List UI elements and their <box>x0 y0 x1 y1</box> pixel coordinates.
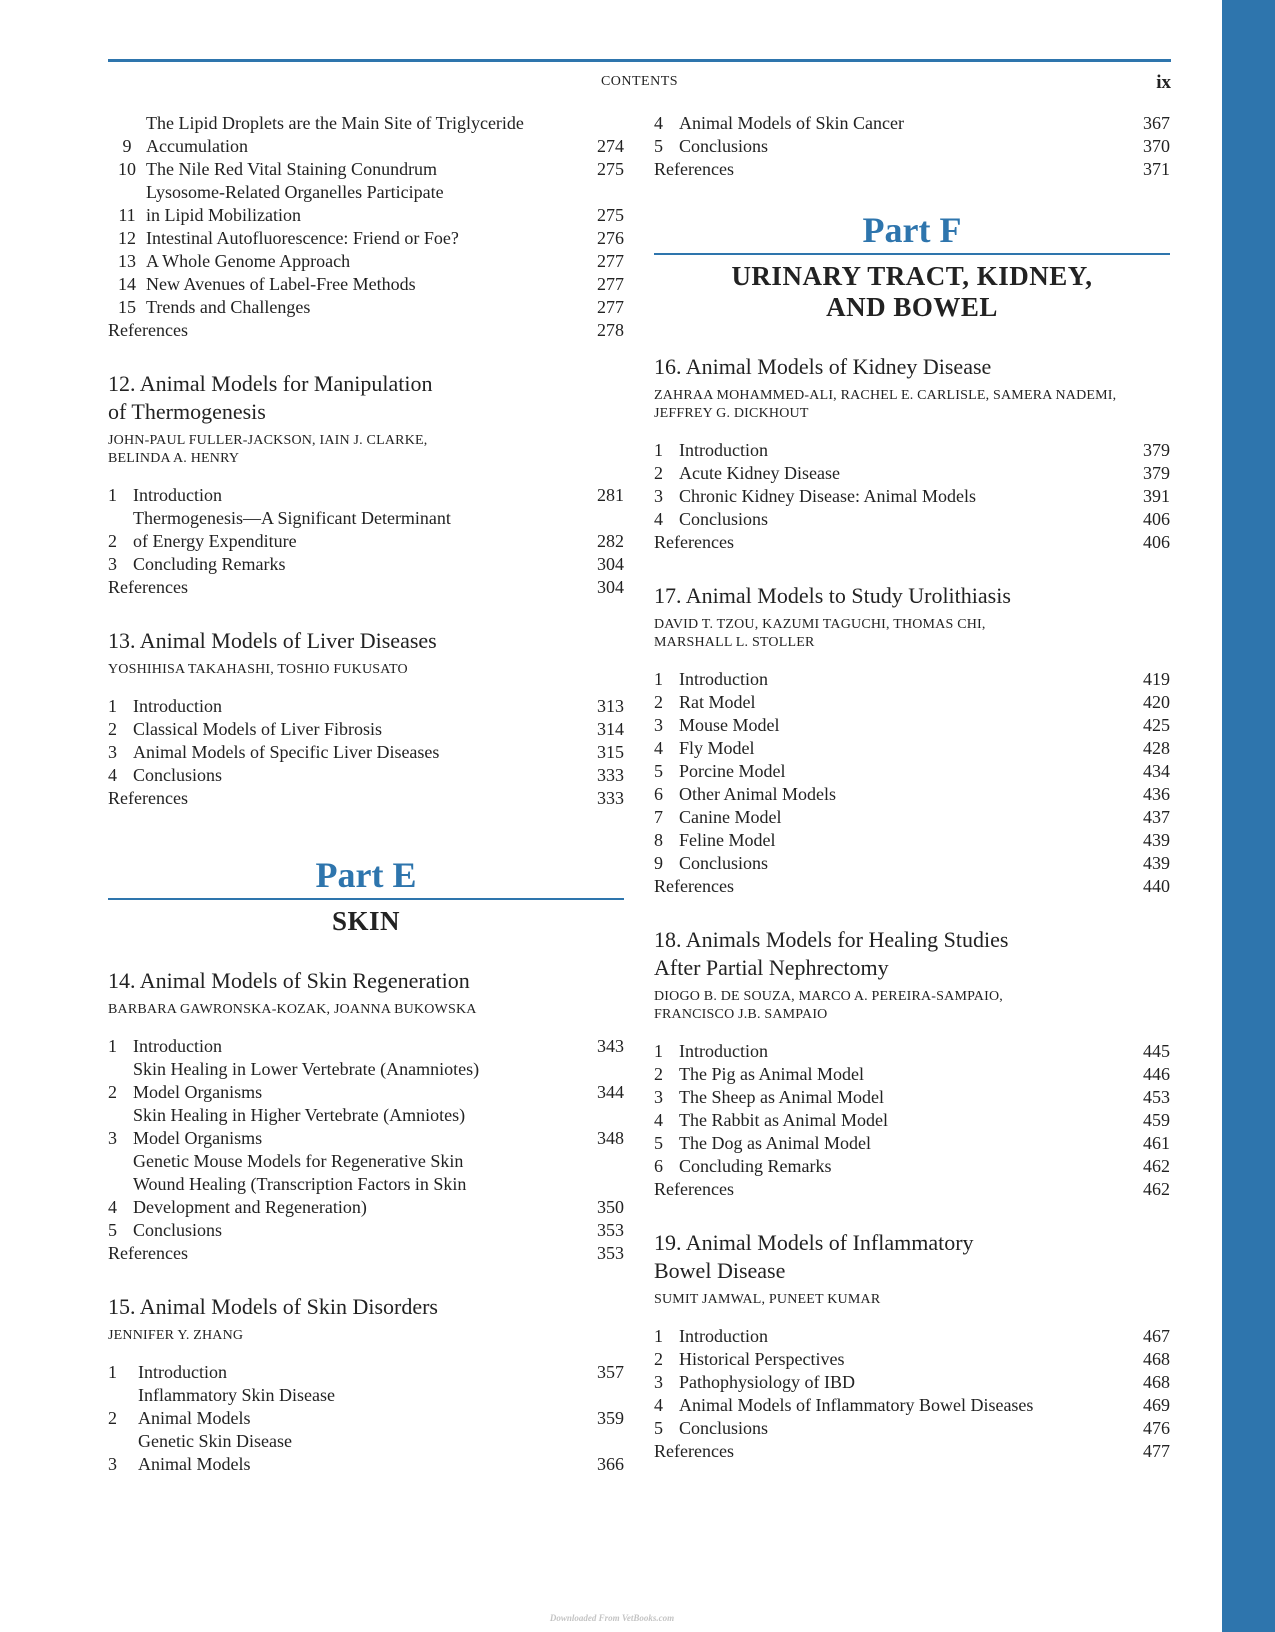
entry-number: 10 <box>118 159 136 179</box>
page-edge-band <box>1222 0 1275 1632</box>
chapter-15 <box>108 1293 624 1476</box>
chapter-authors: JENNIFER Y. ZHANG <box>108 1328 244 1343</box>
chapter-13 <box>108 627 624 810</box>
entry-title: Intestinal Autofluorescence: Friend or Foe? <box>146 228 459 248</box>
toc-entry <box>108 158 624 181</box>
entry-title: Conclusions <box>679 853 769 873</box>
entry-title: Concluding Remarks <box>133 554 286 574</box>
entry-title: Inflammatory Skin Disease Animal Models <box>138 1385 335 1428</box>
chapter-title: 18. Animals Models for Healing Studies After Partial Nephrectomy <box>654 927 1009 980</box>
entry-page: 315 <box>597 742 624 762</box>
entry-page: 333 <box>597 765 624 785</box>
entry-number: 9 <box>122 136 132 156</box>
toc-entries <box>108 695 624 810</box>
entry-number: 1 <box>108 696 117 716</box>
toc-entry <box>108 1058 624 1104</box>
entry-page: 439 <box>1143 830 1170 850</box>
toc-entry <box>654 1063 1170 1086</box>
entry-number: 13 <box>118 251 136 271</box>
entry-number: 7 <box>654 807 663 827</box>
entry-title: Lysosome-Related Organelles Participate in Lipid Mobilization <box>146 182 444 225</box>
entry-title: Introduction <box>133 485 222 505</box>
entry-title: Animal Models of Inflammatory Bowel Diseases <box>679 1395 1034 1415</box>
entry-page: 344 <box>597 1082 624 1102</box>
chapter-title: 17. Animal Models to Study Urolithiasis <box>654 583 1011 608</box>
references-entry <box>654 875 1170 898</box>
entry-page: 391 <box>1143 486 1170 506</box>
entry-page: 277 <box>597 274 624 294</box>
entry-number: 3 <box>108 1454 117 1474</box>
entry-title: Introduction <box>133 1036 222 1056</box>
entry-number: 4 <box>654 738 663 758</box>
entry-page: 406 <box>1143 532 1170 552</box>
entry-page: 462 <box>1143 1179 1170 1199</box>
chapter-17 <box>654 582 1170 898</box>
entry-title: References <box>654 876 734 896</box>
entry-page: 274 <box>597 136 624 156</box>
references-entry <box>654 1440 1170 1463</box>
entry-title: Skin Healing in Lower Vertebrate (Anamniotes) Model Organisms <box>133 1059 480 1102</box>
entry-number: 6 <box>654 1156 663 1176</box>
entry-title: Mouse Model <box>679 715 780 735</box>
toc-entry <box>108 553 624 576</box>
entry-title: References <box>654 1179 734 1199</box>
entry-page: 366 <box>597 1454 624 1474</box>
entry-page: 468 <box>1143 1372 1170 1392</box>
toc-entries <box>108 1361 624 1476</box>
toc-entry <box>108 1219 624 1242</box>
entry-page: 461 <box>1143 1133 1170 1153</box>
entry-page: 440 <box>1143 876 1170 896</box>
entry-page: 357 <box>597 1362 624 1382</box>
entry-title: Introduction <box>133 696 222 716</box>
entry-number: 2 <box>108 1408 117 1428</box>
entry-title: Classical Models of Liver Fibrosis <box>133 719 382 739</box>
entry-title: References <box>108 788 188 808</box>
toc-entry <box>108 1035 624 1058</box>
entry-title: Animal Models of Specific Liver Diseases <box>133 742 440 762</box>
toc-entry <box>108 764 624 787</box>
entry-number: 6 <box>654 784 663 804</box>
toc-entry <box>654 783 1170 806</box>
running-title: CONTENTS <box>600 74 679 89</box>
entry-title: Genetic Skin Disease Animal Models <box>138 1431 292 1474</box>
entry-page: 462 <box>1143 1156 1170 1176</box>
entry-title: Other Animal Models <box>679 784 836 804</box>
entry-number: 4 <box>654 1395 663 1415</box>
entry-page: 371 <box>1143 159 1170 179</box>
toc-entries <box>108 484 624 599</box>
toc-entry <box>108 507 624 553</box>
toc-entry <box>654 829 1170 852</box>
entry-page: 359 <box>597 1408 624 1428</box>
entry-number: 2 <box>654 463 663 483</box>
entry-number: 8 <box>654 830 663 850</box>
entry-number: 5 <box>654 136 663 156</box>
entry-number: 2 <box>654 1064 663 1084</box>
toc-entry <box>654 1394 1170 1417</box>
chapter-title: 14. Animal Models of Skin Regeneration <box>108 968 470 993</box>
entry-number: 11 <box>118 205 136 225</box>
toc-entry <box>108 718 624 741</box>
entry-page: 434 <box>1143 761 1170 781</box>
entry-number: 3 <box>654 1087 663 1107</box>
entry-title: The Pig as Animal Model <box>679 1064 864 1084</box>
entry-number: 2 <box>108 1082 117 1102</box>
entry-title: Introduction <box>679 669 768 689</box>
toc-entry <box>108 181 624 227</box>
chapter-authors: ZAHRAA MOHAMMED-ALI, RACHEL E. CARLISLE, SAMERA NADEMI, JEFFREY G. DICKHOUT <box>654 388 1117 421</box>
entry-page: 276 <box>597 228 624 248</box>
entry-page: 343 <box>597 1036 624 1056</box>
entry-title: References <box>108 320 188 340</box>
toc-entry <box>654 760 1170 783</box>
entry-title: Conclusions <box>133 765 223 785</box>
toc-entry <box>108 1104 624 1150</box>
entry-number: 1 <box>654 1041 663 1061</box>
chapter-authors: BARBARA GAWRONSKA-KOZAK, JOANNA BUKOWSKA <box>108 1002 477 1017</box>
entry-title: Trends and Challenges <box>146 297 311 317</box>
chapter-12 <box>108 370 624 599</box>
references-entry <box>108 319 624 342</box>
toc-entry <box>654 1417 1170 1440</box>
entry-number: 3 <box>108 554 117 574</box>
entry-title: References <box>654 532 734 552</box>
entry-title: Introduction <box>679 1326 768 1346</box>
chapter-14 <box>108 967 624 1265</box>
entry-page: 419 <box>1143 669 1170 689</box>
chapter-continued-entries <box>108 112 624 342</box>
entry-number: 4 <box>108 765 117 785</box>
toc-entry <box>654 1371 1170 1394</box>
chapter-authors: DIOGO B. DE SOUZA, MARCO A. PEREIRA-SAMPAIO, FRANCISCO J.B. SAMPAIO <box>654 989 1003 1022</box>
chapter-title: 13. Animal Models of Liver Diseases <box>108 628 437 653</box>
entry-number: 3 <box>108 1128 117 1148</box>
entry-title: Conclusions <box>679 509 769 529</box>
part-title: SKIN <box>331 906 401 936</box>
entry-number: 4 <box>654 509 663 529</box>
toc-entry <box>654 1109 1170 1132</box>
entry-title: New Avenues of Label-Free Methods <box>146 274 416 294</box>
entry-number: 5 <box>654 761 663 781</box>
entry-number: 2 <box>108 531 117 551</box>
chapter-continued-entries <box>654 112 1170 181</box>
entry-number: 4 <box>654 113 663 133</box>
part-f-heading <box>654 211 1170 323</box>
references-entry <box>654 1178 1170 1201</box>
entry-page: 406 <box>1143 509 1170 529</box>
toc-entries <box>654 1325 1170 1463</box>
entry-page: 277 <box>597 251 624 271</box>
toc-entry <box>654 439 1170 462</box>
entry-title: Animal Models of Skin Cancer <box>679 113 904 133</box>
entry-page: 439 <box>1143 853 1170 873</box>
entry-number: 3 <box>654 715 663 735</box>
part-label: Part F <box>862 210 962 250</box>
references-entry <box>108 576 624 599</box>
entry-number: 9 <box>654 853 663 873</box>
entry-number: 5 <box>654 1133 663 1153</box>
part-rule <box>108 898 624 900</box>
entry-number: 1 <box>654 1326 663 1346</box>
entry-title: References <box>654 1441 734 1461</box>
entry-page: 370 <box>1143 136 1170 156</box>
entry-title: The Dog as Animal Model <box>679 1133 871 1153</box>
entry-page: 459 <box>1143 1110 1170 1130</box>
toc-entries <box>108 1035 624 1265</box>
entry-number: 15 <box>118 297 136 317</box>
entry-page: 425 <box>1143 715 1170 735</box>
part-title: URINARY TRACT, KIDNEY, AND BOWEL <box>731 261 1093 322</box>
entry-title: Fly Model <box>679 738 755 758</box>
entry-number: 3 <box>654 1372 663 1392</box>
entry-number: 5 <box>654 1418 663 1438</box>
entry-page: 278 <box>597 320 624 340</box>
toc-entry <box>654 714 1170 737</box>
toc-entry <box>654 1040 1170 1063</box>
entry-page: 277 <box>597 297 624 317</box>
toc-entry <box>108 250 624 273</box>
header-rule <box>108 59 1171 62</box>
left-column <box>108 112 624 1476</box>
entry-page: 350 <box>597 1197 624 1217</box>
toc-entries <box>654 439 1170 554</box>
entry-number: 1 <box>654 440 663 460</box>
toc-entry <box>108 1361 624 1384</box>
references-entry <box>108 1242 624 1265</box>
page-number: ix <box>1156 72 1171 93</box>
entry-title: Thermogenesis—A Significant Determinant of Energy Expenditure <box>133 508 451 551</box>
entry-number: 1 <box>108 1036 117 1056</box>
entry-title: Porcine Model <box>679 761 786 781</box>
entry-page: 275 <box>597 205 624 225</box>
toc-entry <box>108 1430 624 1476</box>
references-entry <box>654 158 1170 181</box>
entry-page: 333 <box>597 788 624 808</box>
toc-entry <box>654 668 1170 691</box>
entry-number: 5 <box>108 1220 117 1240</box>
entry-page: 469 <box>1143 1395 1170 1415</box>
chapter-title: 19. Animal Models of Inflammatory Bowel Disease <box>654 1230 974 1283</box>
entry-title: Conclusions <box>679 1418 769 1438</box>
toc-entry <box>654 852 1170 875</box>
entry-title: Canine Model <box>679 807 782 827</box>
entry-title: A Whole Genome Approach <box>146 251 351 271</box>
toc-entry <box>654 1348 1170 1371</box>
chapter-19 <box>654 1229 1170 1463</box>
part-label: Part E <box>315 855 417 895</box>
entry-number: 4 <box>108 1197 117 1217</box>
references-entry <box>108 787 624 810</box>
entry-title: Pathophysiology of IBD <box>679 1372 856 1392</box>
toc-entry <box>654 691 1170 714</box>
entry-page: 420 <box>1143 692 1170 712</box>
toc-entry <box>654 112 1170 135</box>
entry-page: 313 <box>597 696 624 716</box>
entry-title: Genetic Mouse Models for Regenerative Skin Wound Healing (Transcription Factors in Skin Development and Regeneration) <box>133 1151 467 1217</box>
entry-title: Skin Healing in Higher Vertebrate (Amniotes) Model Organisms <box>133 1105 466 1148</box>
toc-entry <box>654 135 1170 158</box>
entry-page: 477 <box>1143 1441 1170 1461</box>
toc-entry <box>108 695 624 718</box>
entry-title: The Sheep as Animal Model <box>679 1087 884 1107</box>
entry-number: 2 <box>108 719 117 739</box>
entry-title: References <box>108 1243 188 1263</box>
entry-page: 379 <box>1143 440 1170 460</box>
toc-entry <box>108 1384 624 1430</box>
entry-title: Historical Perspectives <box>679 1349 845 1369</box>
entry-page: 314 <box>597 719 624 739</box>
entry-page: 428 <box>1143 738 1170 758</box>
toc-entry <box>108 741 624 764</box>
entry-number: 3 <box>108 742 117 762</box>
references-entry <box>654 531 1170 554</box>
entry-number: 4 <box>654 1110 663 1130</box>
entry-page: 353 <box>597 1243 624 1263</box>
toc-entry <box>654 1086 1170 1109</box>
entry-page: 379 <box>1143 463 1170 483</box>
entry-title: Introduction <box>679 1041 768 1061</box>
watermark: Downloaded From VetBooks.com <box>549 1613 675 1623</box>
chapter-authors: YOSHIHISA TAKAHASHI, TOSHIO FUKUSATO <box>108 662 408 677</box>
entry-number: 1 <box>108 1362 117 1382</box>
entry-page: 468 <box>1143 1349 1170 1369</box>
entry-title: Feline Model <box>679 830 776 850</box>
entry-title: Acute Kidney Disease <box>679 463 840 483</box>
toc-entries <box>654 668 1170 898</box>
part-e-heading <box>108 856 624 937</box>
entry-page: 476 <box>1143 1418 1170 1438</box>
toc-entries <box>654 1040 1170 1201</box>
entry-page: 275 <box>597 159 624 179</box>
running-head <box>108 72 1171 94</box>
chapter-title: 15. Animal Models of Skin Disorders <box>108 1294 438 1319</box>
entry-title: Chronic Kidney Disease: Animal Models <box>679 486 976 506</box>
entry-title: Conclusions <box>679 136 769 156</box>
entry-page: 453 <box>1143 1087 1170 1107</box>
toc-entry <box>108 296 624 319</box>
entry-number: 2 <box>654 1349 663 1369</box>
entry-number: 1 <box>108 485 117 505</box>
entry-number: 1 <box>654 669 663 689</box>
entry-number: 3 <box>654 486 663 506</box>
toc-entry <box>108 227 624 250</box>
entry-number: 12 <box>118 228 136 248</box>
toc-entry <box>654 1132 1170 1155</box>
entry-page: 367 <box>1143 113 1170 133</box>
entry-page: 467 <box>1143 1326 1170 1346</box>
entry-page: 445 <box>1143 1041 1170 1061</box>
entry-page: 348 <box>597 1128 624 1148</box>
entry-page: 436 <box>1143 784 1170 804</box>
entry-title: Introduction <box>138 1362 227 1382</box>
entry-number: 2 <box>654 692 663 712</box>
entry-title: The Nile Red Vital Staining Conundrum <box>146 159 438 179</box>
entry-title: References <box>108 577 188 597</box>
entry-title: Conclusions <box>133 1220 223 1240</box>
toc-entry <box>108 1150 624 1219</box>
chapter-authors: DAVID T. TZOU, KAZUMI TAGUCHI, THOMAS CHI, MARSHALL L. STOLLER <box>654 617 986 650</box>
entry-page: 353 <box>597 1220 624 1240</box>
toc-entry <box>108 484 624 507</box>
chapter-title: 16. Animal Models of Kidney Disease <box>654 354 992 379</box>
entry-page: 282 <box>597 531 624 551</box>
toc-entry <box>108 273 624 296</box>
part-rule <box>654 253 1170 255</box>
toc-entry <box>654 462 1170 485</box>
entry-page: 437 <box>1143 807 1170 827</box>
entry-title: Rat Model <box>679 692 756 712</box>
toc-entry <box>654 508 1170 531</box>
toc-entry <box>654 1155 1170 1178</box>
entry-title: The Rabbit as Animal Model <box>679 1110 888 1130</box>
toc-entry <box>654 737 1170 760</box>
entry-page: 446 <box>1143 1064 1170 1084</box>
right-column <box>654 112 1170 1463</box>
chapter-16 <box>654 353 1170 554</box>
chapter-authors: SUMIT JAMWAL, PUNEET KUMAR <box>654 1292 881 1307</box>
chapter-title: 12. Animal Models for Manipulation of Thermogenesis <box>108 371 433 424</box>
chapter-authors: JOHN-PAUL FULLER-JACKSON, IAIN J. CLARKE, BELINDA A. HENRY <box>108 433 428 466</box>
entry-page: 304 <box>597 577 624 597</box>
toc-entry <box>654 806 1170 829</box>
toc-entry <box>654 1325 1170 1348</box>
entry-number: 14 <box>118 274 136 294</box>
entry-page: 304 <box>597 554 624 574</box>
entry-title: References <box>654 159 734 179</box>
entry-title: Introduction <box>679 440 768 460</box>
entry-title: The Lipid Droplets are the Main Site of Triglyceride Accumulation <box>146 113 524 156</box>
entry-page: 281 <box>597 485 624 505</box>
toc-entry <box>108 112 624 158</box>
entry-title: Concluding Remarks <box>679 1156 832 1176</box>
chapter-18 <box>654 926 1170 1201</box>
toc-entry <box>654 485 1170 508</box>
